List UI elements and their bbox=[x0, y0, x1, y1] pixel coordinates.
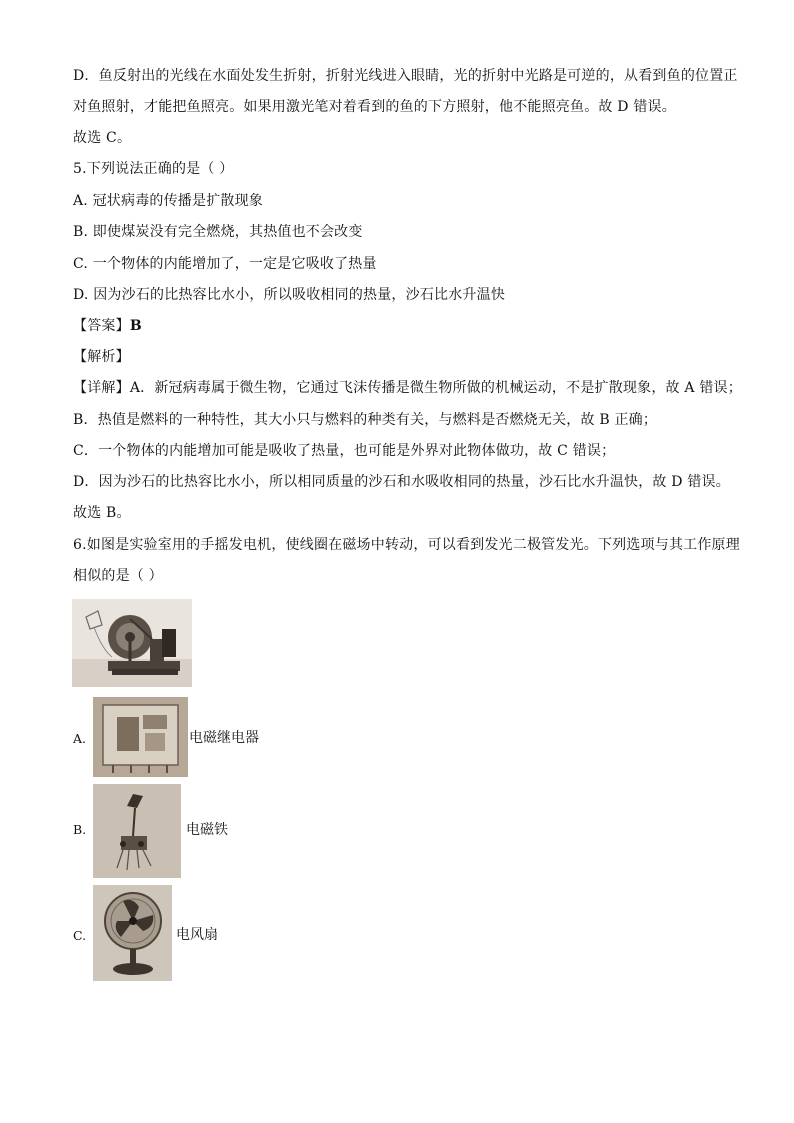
q6-option-c-letter: C. bbox=[73, 928, 87, 943]
q5-conclusion: 故选 B。 bbox=[73, 505, 131, 521]
q5-option-d: D. 因为沙石的比热容比水小，所以吸收相同的热量，沙石比水升温快 bbox=[73, 287, 506, 303]
q6-option-a-letter: A. bbox=[73, 731, 87, 746]
hand-crank-generator-image bbox=[72, 599, 192, 687]
answer-value: B bbox=[129, 318, 142, 334]
q5-option-c: C. 一个物体的内能增加了，一定是它吸收了热量 bbox=[73, 256, 377, 272]
q5-detail-line-2: B．热值是燃料的一种特性，其大小只与燃料的种类有关，与燃料是否燃烧无关，故 B 正确； bbox=[73, 412, 658, 428]
q5-analysis-label: 【解析】 bbox=[73, 349, 130, 365]
detail-label: 【详解】 bbox=[73, 380, 130, 396]
q6-option-b-letter: B. bbox=[73, 822, 87, 837]
q5-detail-line-1 bbox=[73, 378, 742, 398]
electric-fan-illustration bbox=[93, 885, 172, 981]
relay-illustration bbox=[93, 697, 188, 777]
generator-illustration bbox=[72, 599, 192, 687]
q5-option-b: B. 即使煤炭没有完全燃烧，其热值也不会改变 bbox=[73, 224, 363, 240]
answer-label: 【答案】 bbox=[73, 318, 130, 334]
q6-stem-line-1: 6.如图是实验室用的手摇发电机，使线圈在磁场中转动，可以看到发光二极管发光。下列选项与其工作原理 bbox=[73, 537, 740, 553]
prev-explanation-line-1: D．鱼反射出的光线在水面处发生折射，折射光线进入眼睛，光的折射中光路是可逆的，从看到鱼的位置正 bbox=[73, 68, 738, 84]
electromagnet-image bbox=[93, 784, 181, 878]
relay-image bbox=[93, 697, 188, 777]
prev-explanation-line-2: 对鱼照射，才能把鱼照亮。如果用激光笔对着看到的鱼的下方照射，他不能照亮鱼。故 D 错误。 bbox=[73, 99, 676, 115]
electric-fan-image bbox=[93, 885, 172, 981]
electromagnet-illustration bbox=[93, 784, 181, 878]
q6-stem-line-2: 相似的是（ ） bbox=[73, 568, 163, 584]
q5-detail-line-3: C．一个物体的内能增加可能是吸收了热量，也可能是外界对此物体做功，故 C 错误； bbox=[73, 443, 616, 459]
q5-stem: 5.下列说法正确的是（ ） bbox=[73, 161, 234, 177]
q6-option-a-name: 电磁继电器 bbox=[189, 730, 259, 746]
detail-text-a: A．新冠病毒属于微生物，它通过飞沫传播是微生物所做的机械运动，不是扩散现象，故 A 错误； bbox=[129, 380, 742, 396]
q5-answer bbox=[73, 316, 142, 336]
q6-option-c-name: 电风扇 bbox=[176, 927, 218, 943]
prev-conclusion: 故选 C。 bbox=[73, 130, 132, 146]
q5-detail-line-4: D．因为沙石的比热容比水小，所以相同质量的沙石和水吸收相同的热量，沙石比水升温快，故 D 错误。 bbox=[73, 474, 730, 490]
q6-option-b-name: 电磁铁 bbox=[186, 822, 228, 838]
q5-option-a: A. 冠状病毒的传播是扩散现象 bbox=[73, 193, 264, 209]
